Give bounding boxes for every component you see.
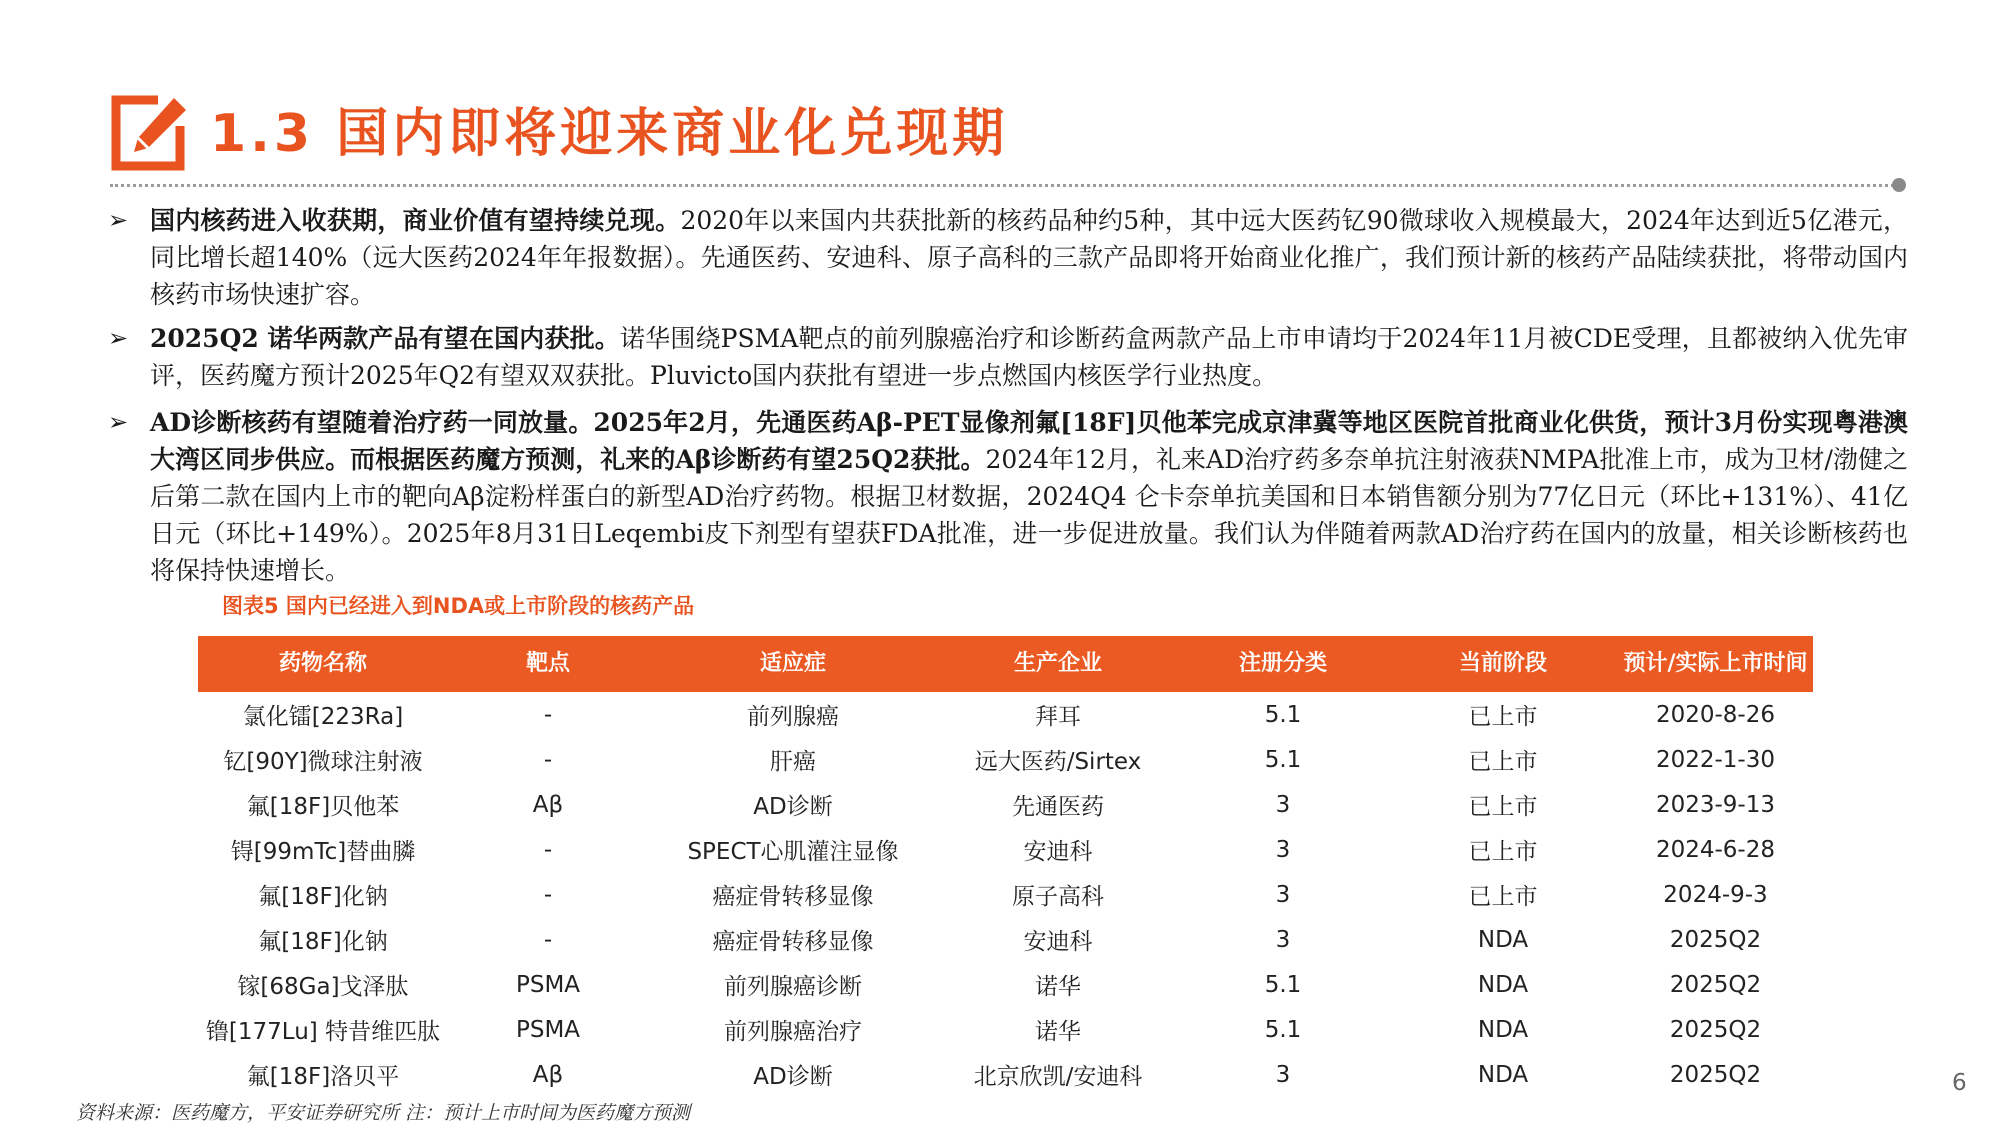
cell-launch-date: 2023-9-13 [1655, 791, 1776, 818]
arrow-bullet-icon: ➢ [108, 408, 129, 436]
table-header-row [198, 636, 1813, 692]
cell-target: - [543, 746, 553, 773]
bullet-lead: 国内核药进入收获期，商业价值有望持续兑现。 [150, 206, 681, 235]
cell-drug-name: 镥[177Lu] 特昔维匹肽 [205, 1019, 441, 1045]
cell-launch-date: 2024-9-3 [1663, 881, 1768, 908]
cell-launch-date: 2024-6-28 [1655, 836, 1776, 863]
cell-stage: 已上市 [1468, 839, 1538, 865]
cell-indication: 前列腺癌诊断 [724, 974, 862, 1000]
bullet-body: 诺华围绕PSMA靶点的前列腺癌治疗和诊断药盒两款产品上市申请均于2024年11月被CDE受理，且都被纳入优先审评，医药魔方预计2025年Q2有望双双获批。Pluvicto国内获批有望进一步点燃国内核医学行业热度。 [150, 324, 1908, 390]
product-table [198, 636, 1813, 1097]
bullet-paragraph [150, 404, 1908, 589]
column-header-manufacturer: 生产企业 [938, 636, 1178, 692]
cell-indication: 癌症骨转移显像 [712, 884, 874, 910]
cell-indication: 前列腺癌 [747, 704, 839, 730]
arrow-bullet-icon: ➢ [108, 206, 129, 234]
cell-manufacturer: 安迪科 [1023, 839, 1093, 865]
edit-pencil-icon [108, 92, 190, 174]
table-row [198, 1007, 1813, 1052]
cell-stage: 已上市 [1468, 794, 1538, 820]
page-number: 6 [1952, 1070, 1967, 1096]
cell-launch-date: 2025Q2 [1669, 971, 1762, 998]
bullet-lead: 2025Q2 诺华两款产品有望在国内获批。 [150, 324, 620, 353]
table-row [198, 737, 1813, 782]
cell-target: - [543, 881, 553, 908]
cell-registration-class: 3 [1275, 791, 1291, 818]
bullet-commercial-value [108, 202, 1908, 314]
bullet-lead: AD诊断核药有望随着治疗药一同放量。2025年2月，先通医药Aβ-PET显像剂氟[18F]贝他苯完成京津冀等地区医院首批商业化供货，预计3月份实现粤港澳大湾区同步供应。而根据医药魔方预测，礼来的Aβ诊断药有望25Q2获批。 [150, 408, 1908, 474]
column-header-stage: 当前阶段 [1388, 636, 1618, 692]
cell-launch-date: 2025Q2 [1669, 926, 1762, 953]
bullet-paragraph [150, 320, 1908, 394]
bullet-body: 2020年以来国内共获批新的核药品种约5种，其中远大医药钇90微球收入规模最大，2024年达到近5亿港元，同比增长超140%（远大医药2024年年报数据）。先通医药、安迪科、原子高科的三款产品即将开始商业化推广，我们预计新的核药产品陆续获批，将带动国内核药市场快速扩容。 [150, 206, 1908, 309]
cell-drug-name: 氟[18F]化钠 [258, 884, 388, 910]
divider-end-dot [1892, 178, 1906, 192]
cell-manufacturer: 先通医药 [1012, 794, 1104, 820]
table-row [198, 692, 1813, 737]
table-row [198, 917, 1813, 962]
cell-drug-name: 氯化镭[223Ra] [242, 704, 404, 730]
title-divider [110, 184, 1900, 187]
cell-launch-date: 2025Q2 [1669, 1061, 1762, 1088]
column-header-launch-date: 预计/实际上市时间 [1618, 636, 1813, 692]
cell-indication: 癌症骨转移显像 [712, 929, 874, 955]
cell-drug-name: 钇[90Y]微球注射液 [223, 749, 423, 775]
column-header-indication: 适应症 [648, 636, 938, 692]
cell-stage: NDA [1477, 1016, 1529, 1043]
cell-registration-class: 3 [1275, 926, 1291, 953]
cell-launch-date: 2020-8-26 [1655, 701, 1776, 728]
cell-manufacturer: 北京欣凯/安迪科 [973, 1064, 1143, 1090]
table-row [198, 872, 1813, 917]
cell-indication: AD诊断 [753, 1064, 833, 1090]
cell-indication: SPECT心肌灌注显像 [687, 839, 899, 865]
cell-stage: NDA [1477, 1061, 1529, 1088]
cell-drug-name: 氟[18F]化钠 [258, 929, 388, 955]
cell-manufacturer: 远大医药/Sirtex [974, 749, 1142, 775]
bullet-ad-diagnosis [108, 404, 1908, 590]
table-row [198, 827, 1813, 872]
cell-drug-name: 锝[99mTc]替曲膦 [230, 839, 416, 865]
cell-registration-class: 5.1 [1264, 746, 1302, 773]
cell-stage: 已上市 [1468, 884, 1538, 910]
cell-launch-date: 2022-1-30 [1655, 746, 1776, 773]
column-header-registration-class: 注册分类 [1178, 636, 1388, 692]
page-title: 1.3 国内即将迎来商业化兑现期 [210, 104, 1009, 164]
cell-drug-name: 氟[18F]贝他苯 [246, 794, 400, 820]
cell-stage: NDA [1477, 926, 1529, 953]
cell-registration-class: 5.1 [1264, 1016, 1302, 1043]
cell-indication: AD诊断 [753, 794, 833, 820]
cell-stage: NDA [1477, 971, 1529, 998]
cell-stage: 已上市 [1468, 704, 1538, 730]
bullet-body: 2024年12月，礼来AD治疗药多奈单抗注射液获NMPA批准上市，成为卫材/渤健之后第二款在国内上市的靶向Aβ淀粉样蛋白的新型AD治疗药物。根据卫材数据，2024Q4 仑卡奈单抗美国和日本销售额分别为77亿日元（环比+131%）、41亿日元（环比+149%）。2025年8月31日Leqembi皮下剂型有望获FDA批准，进一步促进放量。我们认为伴随着两款AD治疗药在国内的放量，相关诊断核药也将保持快速增长。 [150, 445, 1908, 585]
bullet-paragraph [150, 202, 1908, 313]
cell-registration-class: 3 [1275, 836, 1291, 863]
column-header-target: 靶点 [448, 636, 648, 692]
cell-manufacturer: 诺华 [1035, 1019, 1081, 1045]
cell-launch-date: 2025Q2 [1669, 1016, 1762, 1043]
cell-registration-class: 5.1 [1264, 971, 1302, 998]
cell-manufacturer: 拜耳 [1035, 704, 1081, 730]
cell-manufacturer: 诺华 [1035, 974, 1081, 1000]
figure-title: 图表5 国内已经进入到NDA或上市阶段的核药产品 [222, 594, 695, 618]
bullet-novartis-approval [108, 320, 1908, 395]
cell-target: - [543, 701, 553, 728]
cell-manufacturer: 原子高科 [1012, 884, 1104, 910]
table-row [198, 1052, 1813, 1097]
table-row [198, 962, 1813, 1007]
cell-target: - [543, 836, 553, 863]
cell-registration-class: 3 [1275, 881, 1291, 908]
cell-target: Aβ [532, 791, 564, 818]
cell-indication: 肝癌 [770, 749, 816, 775]
cell-target: Aβ [532, 1061, 564, 1088]
cell-registration-class: 5.1 [1264, 701, 1302, 728]
cell-target: PSMA [515, 971, 581, 998]
column-header-drug-name: 药物名称 [198, 636, 448, 692]
cell-target: - [543, 926, 553, 953]
table-row [198, 782, 1813, 827]
cell-stage: 已上市 [1468, 749, 1538, 775]
cell-registration-class: 3 [1275, 1061, 1291, 1088]
cell-drug-name: 氟[18F]洛贝平 [246, 1064, 400, 1090]
cell-drug-name: 镓[68Ga]戈泽肽 [237, 974, 409, 1000]
cell-indication: 前列腺癌治疗 [724, 1019, 862, 1045]
arrow-bullet-icon: ➢ [108, 324, 129, 352]
source-note: 资料来源：医药魔方，平安证券研究所 注：预计上市时间为医药魔方预测 [76, 1102, 691, 1124]
cell-manufacturer: 安迪科 [1023, 929, 1093, 955]
cell-target: PSMA [515, 1016, 581, 1043]
